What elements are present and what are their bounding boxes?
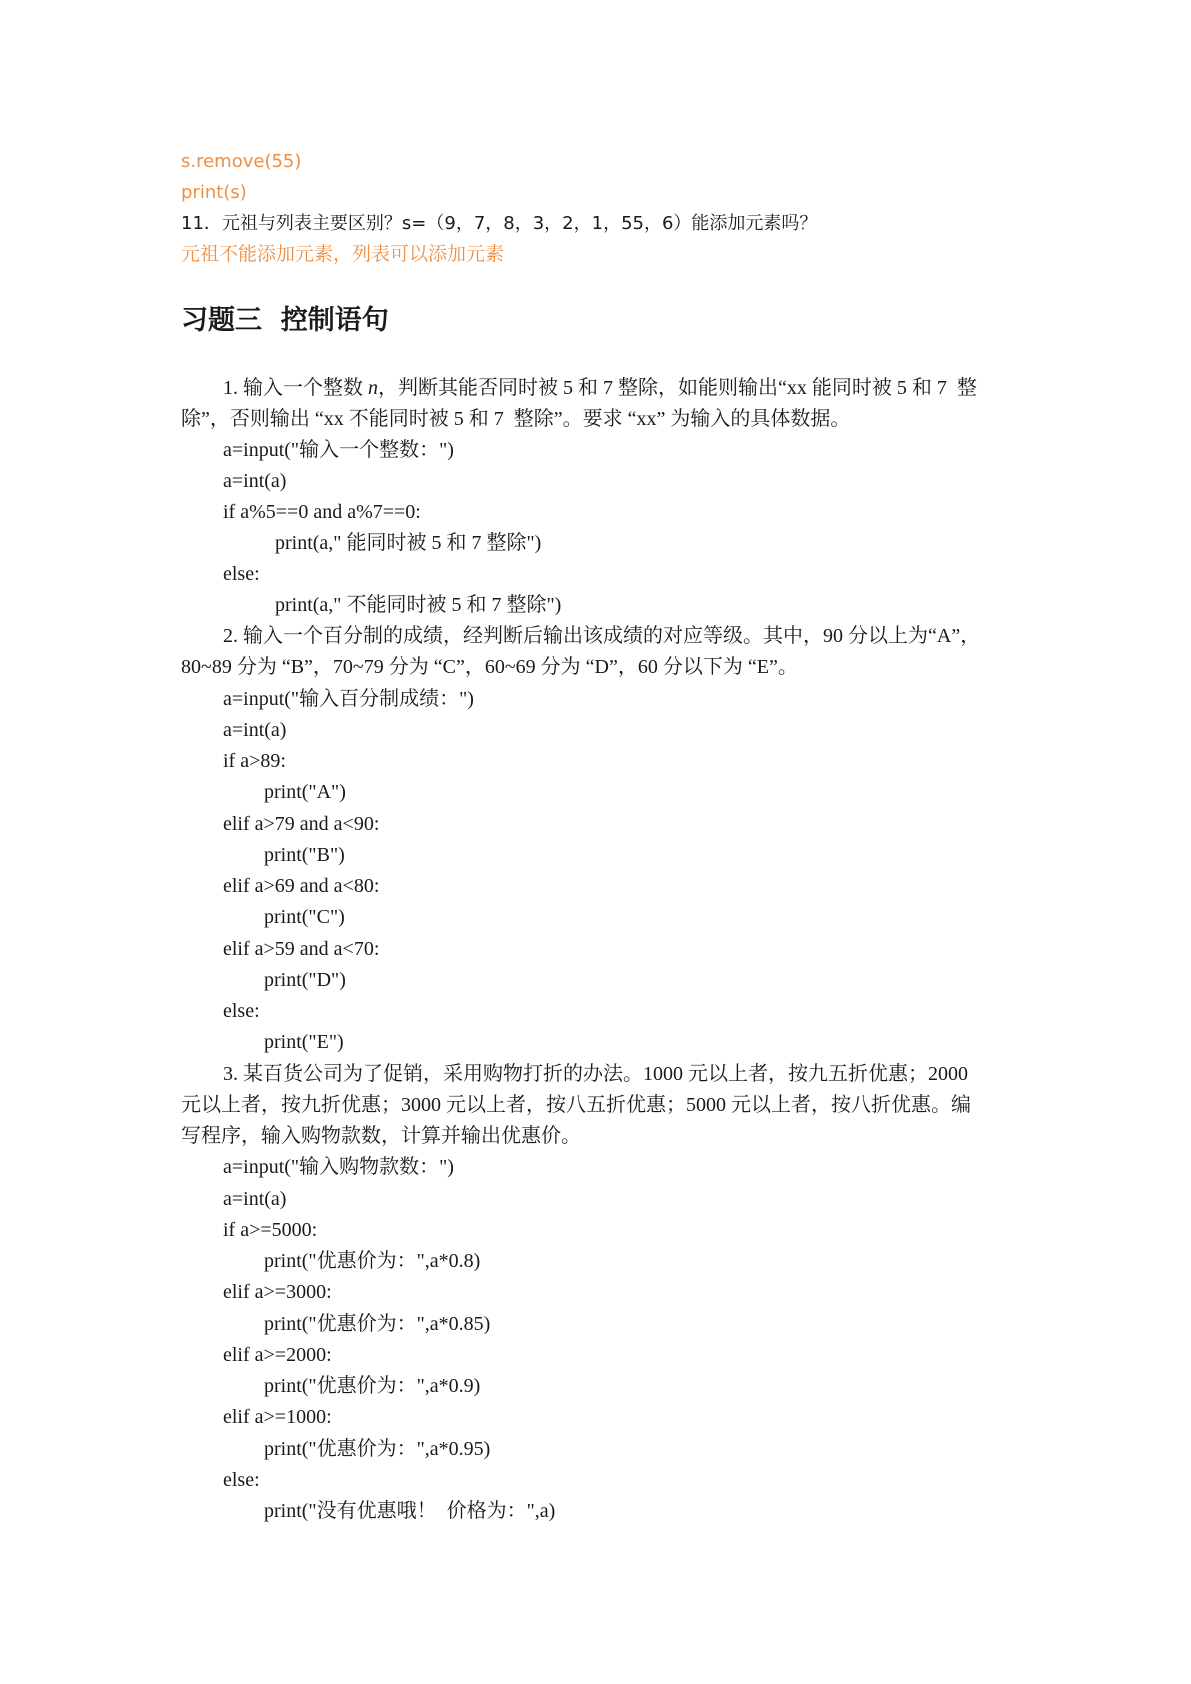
code-line: print("优惠价为：",a*0.9)	[264, 1375, 481, 1397]
code-line: a=input("输入百分制成绩：")	[223, 688, 474, 710]
question-2-line: 80~89 分为 “B”，70~79 分为 “C”，60~69 分为 “D”，60 分以下为 “E”。	[181, 656, 798, 678]
code-line: a=input("输入一个整数：")	[223, 439, 454, 461]
question-11: 11．元祖与列表主要区别？s=（9，7，8，3，2，1，55，6）能添加元素吗？	[181, 213, 818, 234]
code-line: elif a>=3000:	[223, 1281, 332, 1303]
code-line: if a%5==0 and a%7==0:	[223, 501, 421, 523]
code-line: else:	[223, 1469, 260, 1491]
code-line: elif a>79 and a<90:	[223, 813, 380, 835]
code-line: s.remove(55)	[181, 151, 302, 172]
code-line: a=input("输入购物款数：")	[223, 1156, 454, 1178]
code-line: print(s)	[181, 182, 247, 203]
code-line: print("没有优惠哦！ 价格为：",a)	[264, 1500, 556, 1522]
question-3-line: 3. 某百货公司为了促销，采用购物打折的办法。1000 元以上者，按九五折优惠；2000	[223, 1063, 968, 1085]
code-line: print("A")	[264, 781, 346, 803]
question-3-line: 写程序，输入购物款数，计算并输出优惠价。	[181, 1125, 581, 1147]
code-line: print("B")	[264, 844, 345, 866]
code-line: print("优惠价为：",a*0.8)	[264, 1250, 481, 1272]
code-line: print("优惠价为：",a*0.95)	[264, 1438, 491, 1460]
code-line: elif a>=2000:	[223, 1344, 332, 1366]
code-line: if a>89:	[223, 750, 286, 772]
code-line: print("C")	[264, 906, 345, 928]
code-line: print("E")	[264, 1031, 344, 1053]
question-11-answer: 元祖不能添加元素，列表可以添加元素	[181, 244, 505, 265]
code-line: a=int(a)	[223, 470, 287, 492]
code-line: print(a," 能同时被 5 和 7 整除")	[275, 532, 542, 554]
code-line: a=int(a)	[223, 719, 287, 741]
code-line: else:	[223, 563, 260, 585]
code-line: elif a>59 and a<70:	[223, 938, 380, 960]
question-1-line: 除”，否则输出 “xx 不能同时被 5 和 7 整除”。要求 “xx” 为输入的具体数据。	[181, 408, 851, 430]
code-line: if a>=5000:	[223, 1219, 318, 1241]
question-1-line: 1. 输入一个整数 n，判断其能否同时被 5 和 7 整除，如能则输出“xx 能同时被 5 和 7 整	[223, 377, 977, 399]
question-2-line: 2. 输入一个百分制的成绩，经判断后输出该成绩的对应等级。其中，90 分以上为“A”，	[223, 625, 981, 647]
code-line: elif a>=1000:	[223, 1406, 332, 1428]
code-line: a=int(a)	[223, 1188, 287, 1210]
code-line: print(a," 不能同时被 5 和 7 整除")	[275, 594, 562, 616]
section-title: 习题三 控制语句	[181, 305, 389, 336]
code-line: print("优惠价为：",a*0.85)	[264, 1313, 491, 1335]
question-3-line: 元以上者，按九折优惠；3000 元以上者，按八五折优惠；5000 元以上者，按八折优惠。编	[181, 1094, 971, 1116]
code-line: else:	[223, 1000, 260, 1022]
code-line: elif a>69 and a<80:	[223, 875, 380, 897]
code-line: print("D")	[264, 969, 346, 991]
